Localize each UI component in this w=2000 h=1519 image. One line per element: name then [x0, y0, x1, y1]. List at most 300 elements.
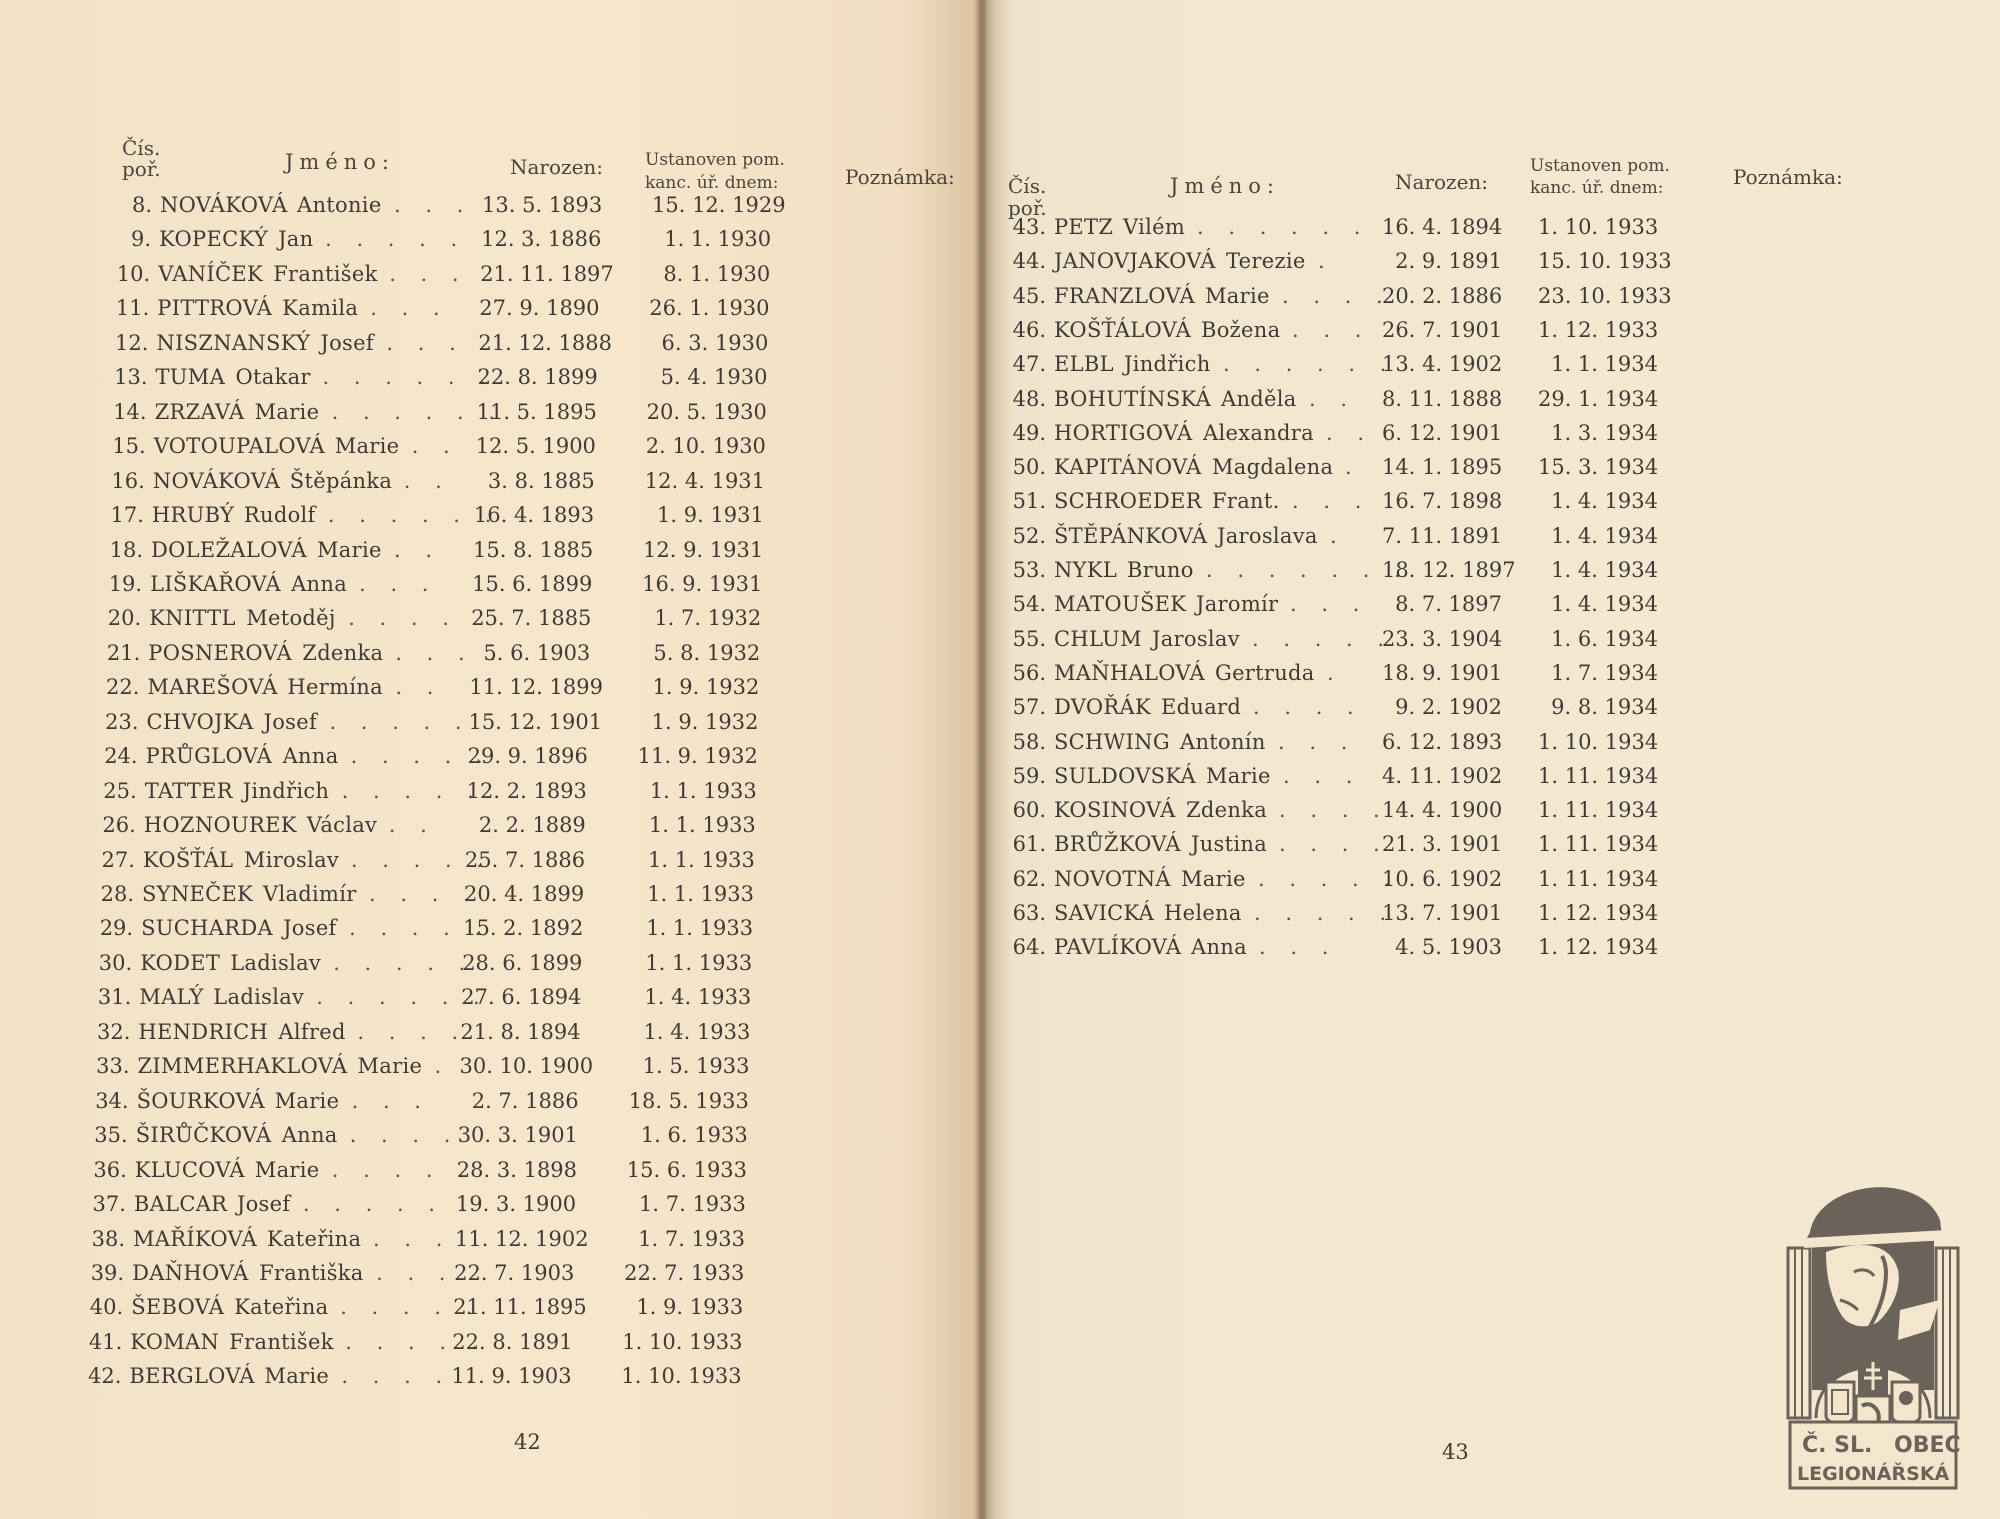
- row-birth-date: 13. 5. 1893: [482, 193, 603, 217]
- row-surname: HORTIGOVÁ: [1054, 420, 1193, 445]
- row-given-name: Anna: [281, 1123, 338, 1148]
- row-appointed-date: 18. 5. 1933: [628, 1088, 749, 1113]
- row-appointed-date: 1. 5. 1933: [642, 1054, 750, 1079]
- row-leader-dots: . . . . . .: [316, 985, 489, 1010]
- table-row: [0, 951, 960, 981]
- row-number: 23.: [105, 709, 139, 734]
- row-number: 49.: [1012, 420, 1046, 445]
- row-leader-dots: . . . . .: [345, 1329, 487, 1354]
- row-leader-dots: . . .: [376, 1260, 455, 1285]
- table-row: [982, 867, 1982, 897]
- row-number: 10.: [116, 261, 151, 286]
- row-surname: BRŮŽKOVÁ: [1054, 832, 1181, 857]
- row-appointed-date: 11. 9. 1932: [637, 744, 758, 769]
- row-appointed-date: 1. 10. 1933: [1538, 215, 1659, 239]
- row-given-name: Kateřina: [234, 1295, 329, 1320]
- row-number: 60.: [1012, 798, 1046, 823]
- row-birth-date: 16. 4. 1893: [473, 503, 595, 528]
- header-jmeno: Jméno:: [285, 150, 396, 174]
- table-row: [0, 779, 960, 809]
- row-appointed-date: 1. 1. 1933: [646, 916, 754, 941]
- row-given-name: Marie: [1181, 866, 1246, 891]
- row-surname: MAŇHALOVÁ: [1054, 660, 1205, 685]
- row-given-name: Hermína: [287, 675, 383, 700]
- row-birth-date: 9. 2. 1902: [1395, 695, 1502, 720]
- table-row: [0, 503, 960, 533]
- row-given-name: František: [229, 1329, 334, 1354]
- row-given-name: Ladislav: [230, 950, 322, 975]
- row-appointed-date: 5. 8. 1932: [653, 640, 761, 665]
- row-number: 32.: [96, 1019, 131, 1044]
- row-leader-dots: .: [1327, 660, 1343, 685]
- row-birth-date: 16. 4. 1894: [1382, 215, 1503, 239]
- row-given-name: Josef: [320, 330, 374, 355]
- row-appointed-date: 1. 1. 1934: [1551, 352, 1658, 377]
- row-appointed-date: 1. 9. 1932: [652, 675, 760, 700]
- row-number: 52.: [1012, 523, 1046, 548]
- row-birth-date: 5. 6. 1903: [483, 640, 591, 665]
- row-birth-date: 28. 3. 1898: [456, 1157, 578, 1182]
- row-surname: VANÍČEK: [158, 261, 263, 286]
- row-appointed-date: 1. 4. 1934: [1551, 558, 1658, 582]
- row-leader-dots: .: [1318, 249, 1334, 274]
- table-row: [0, 1295, 960, 1325]
- row-appointed-date: 1. 7. 1932: [654, 606, 762, 631]
- row-given-name: Štěpánka: [289, 468, 393, 493]
- row-leader-dots: . . . . .: [349, 916, 491, 941]
- table-row: [0, 434, 960, 464]
- row-number: 40.: [89, 1295, 124, 1320]
- table-row: [0, 1364, 960, 1394]
- table-row: [0, 538, 960, 568]
- row-birth-date: 12. 5. 1900: [475, 434, 596, 459]
- row-surname: PRŮGLOVÁ: [145, 744, 273, 769]
- row-number: 47.: [1012, 352, 1046, 377]
- table-row: [0, 227, 960, 257]
- row-number: 56.: [1012, 660, 1046, 685]
- row-number: 53.: [1012, 558, 1046, 582]
- row-surname: TATTER: [144, 778, 233, 803]
- row-leader-dots: . . . . . .: [331, 399, 505, 424]
- table-row: [0, 365, 960, 395]
- row-birth-date: 30. 3. 1901: [457, 1123, 578, 1148]
- row-birth-date: 27. 9. 1890: [479, 296, 600, 321]
- row-given-name: Eduard: [1161, 695, 1242, 720]
- row-birth-date: 29. 9. 1896: [467, 744, 588, 769]
- row-appointed-date: 1. 10. 1933: [622, 1329, 743, 1354]
- table-row: [982, 352, 1982, 382]
- row-given-name: Antonín: [1180, 729, 1266, 754]
- row-birth-date: 2. 2. 1889: [478, 813, 586, 838]
- row-surname: PETZ: [1054, 215, 1114, 239]
- row-leader-dots: . .: [1326, 420, 1374, 445]
- row-surname: LIŠKAŘOVÁ: [150, 571, 281, 596]
- row-number: 55.: [1012, 626, 1046, 651]
- header-cis: Čís.: [1008, 174, 1047, 198]
- row-birth-date: 11. 9. 1903: [451, 1364, 572, 1389]
- row-given-name: Otakar: [235, 365, 311, 390]
- row-leader-dots: . . . . . .: [327, 503, 501, 528]
- row-appointed-date: 1. 10. 1933: [621, 1364, 742, 1389]
- logo-text-obec: OBEC: [1894, 1433, 1961, 1458]
- row-appointed-date: 1. 4. 1933: [643, 1019, 751, 1044]
- row-leader-dots: . . . .: [395, 640, 506, 665]
- row-given-name: Marie: [254, 399, 320, 424]
- row-given-name: Anna: [1191, 935, 1247, 960]
- table-row: [0, 1330, 960, 1360]
- table-row: [982, 387, 1982, 417]
- row-appointed-date: 12. 9. 1931: [643, 537, 764, 562]
- row-surname: PAVLÍKOVÁ: [1054, 935, 1182, 960]
- row-surname: SUCHARDA: [141, 916, 273, 941]
- row-given-name: Jaromír: [1196, 592, 1279, 617]
- row-leader-dots: . . . . . .: [302, 1192, 476, 1217]
- row-number: 43.: [1012, 215, 1046, 239]
- header-ustanoven-line1: Ustanoven pom.: [645, 150, 785, 170]
- table-row: [0, 1227, 960, 1257]
- row-surname: DOLEŽALOVÁ: [151, 537, 307, 562]
- row-birth-date: 11. 12. 1899: [469, 675, 603, 700]
- row-surname: ŠIRŮČKOVÁ: [135, 1123, 272, 1148]
- row-birth-date: 25. 7. 1886: [464, 847, 586, 872]
- table-row: [0, 1054, 960, 1084]
- row-given-name: Marie: [334, 434, 400, 459]
- row-leader-dots: . . . .: [1279, 798, 1389, 823]
- row-surname: CHLUM: [1054, 626, 1142, 651]
- row-number: 35.: [94, 1123, 128, 1148]
- row-appointed-date: 16. 9. 1931: [642, 571, 763, 596]
- row-surname: SCHROEDER: [1054, 489, 1202, 514]
- row-given-name: Justina: [1191, 832, 1268, 857]
- row-leader-dots: .: [434, 1054, 451, 1079]
- table-row: [982, 661, 1982, 691]
- table-row: [0, 469, 960, 499]
- row-appointed-date: 1. 1. 1933: [648, 813, 756, 838]
- row-leader-dots: . . .: [1259, 935, 1338, 960]
- row-birth-date: 12. 2. 1893: [466, 778, 587, 803]
- row-number: 17.: [110, 503, 144, 528]
- table-row: [0, 1020, 960, 1050]
- row-number: 29.: [99, 916, 134, 941]
- row-number: 45.: [1012, 283, 1046, 308]
- book-gutter: [976, 0, 986, 1519]
- row-appointed-date: 29. 1. 1934: [1538, 386, 1659, 411]
- table-row: [982, 764, 1982, 794]
- table-row: [982, 215, 1982, 245]
- row-surname: MATOUŠEK: [1054, 592, 1187, 617]
- table-row: [0, 675, 960, 705]
- row-given-name: Marie: [264, 1364, 330, 1389]
- logo-text-legionarska: LEGIONÁŘSKÁ: [1797, 1463, 1950, 1485]
- row-given-name: Magdalena: [1212, 455, 1334, 480]
- row-appointed-date: 15. 6. 1933: [626, 1157, 748, 1182]
- row-number: 64.: [1012, 935, 1046, 960]
- row-given-name: Alfred: [278, 1019, 346, 1044]
- table-row: [982, 524, 1982, 554]
- header-por: poř.: [122, 157, 161, 181]
- table-row: [982, 798, 1982, 828]
- row-birth-date: 8. 11. 1888: [1382, 386, 1503, 411]
- row-birth-date: 26. 7. 1901: [1382, 317, 1503, 342]
- row-number: 27.: [101, 847, 135, 872]
- row-given-name: Josef: [283, 916, 337, 941]
- row-leader-dots: . . .: [1292, 317, 1371, 342]
- row-given-name: Václav: [306, 813, 378, 838]
- row-number: 25.: [103, 778, 137, 803]
- row-surname: DVOŘÁK: [1054, 695, 1151, 720]
- row-birth-date: 12. 3. 1886: [481, 227, 602, 252]
- page-number-right: 43: [1442, 1440, 1469, 1464]
- row-appointed-date: 1. 11. 1934: [1538, 798, 1659, 823]
- table-row: [982, 935, 1982, 965]
- row-given-name: Jaroslava: [1217, 523, 1318, 548]
- row-given-name: Zdenka: [1186, 798, 1268, 823]
- row-surname: BOHUTÍNSKÁ: [1054, 386, 1212, 411]
- row-number: 51.: [1012, 489, 1046, 514]
- table-row: [982, 592, 1982, 622]
- row-appointed-date: 23. 10. 1933: [1538, 283, 1672, 308]
- row-given-name: Marie: [1205, 283, 1270, 308]
- row-birth-date: 6. 12. 1893: [1382, 729, 1503, 754]
- row-birth-date: 13. 4. 1902: [1382, 352, 1503, 377]
- row-appointed-date: 15. 10. 1933: [1538, 249, 1672, 274]
- row-given-name: Božena: [1201, 317, 1281, 342]
- row-appointed-date: 5. 4. 1930: [660, 365, 768, 390]
- row-leader-dots: . . .: [389, 261, 468, 286]
- row-birth-date: 28. 6. 1899: [462, 950, 583, 975]
- legion-emblem-logo: [1770, 1160, 1974, 1495]
- row-surname: JANOVJAKOVÁ: [1054, 249, 1216, 274]
- row-number: 50.: [1012, 455, 1046, 480]
- row-leader-dots: . . .: [370, 296, 449, 321]
- row-leader-dots: . . .: [359, 571, 438, 596]
- table-row: [0, 882, 960, 912]
- row-given-name: Josef: [236, 1192, 291, 1217]
- row-birth-date: 2. 9. 1891: [1395, 249, 1502, 274]
- row-birth-date: 23. 3. 1904: [1382, 626, 1503, 651]
- row-leader-dots: . . .: [1283, 763, 1362, 788]
- row-number: 54.: [1012, 592, 1046, 617]
- row-number: 44.: [1012, 249, 1046, 274]
- table-row: [0, 606, 960, 636]
- row-number: 16.: [111, 468, 145, 493]
- row-surname: ŠTĚPÁNKOVÁ: [1054, 523, 1208, 548]
- row-surname: FRANZLOVÁ: [1054, 283, 1195, 308]
- row-leader-dots: . . . .: [1279, 832, 1389, 857]
- row-given-name: Kamila: [282, 296, 359, 321]
- table-row: [982, 455, 1982, 485]
- row-appointed-date: 8. 1. 1930: [663, 261, 771, 286]
- row-leader-dots: . .: [403, 468, 451, 493]
- row-leader-dots: . . .: [394, 193, 473, 217]
- row-leader-dots: . . .: [1290, 592, 1369, 617]
- table-row: [0, 1261, 960, 1291]
- table-row: [0, 916, 960, 946]
- row-appointed-date: 1. 9. 1932: [651, 709, 759, 734]
- row-appointed-date: 12. 4. 1931: [644, 468, 766, 493]
- row-birth-date: 30. 10. 1900: [459, 1054, 594, 1079]
- row-surname: KLUCOVÁ: [134, 1157, 245, 1182]
- row-surname: HOZNOUREK: [143, 813, 297, 838]
- row-birth-date: 19. 3. 1900: [455, 1192, 577, 1217]
- header-cis: Čís.: [122, 136, 161, 160]
- table-row: [0, 848, 960, 878]
- row-surname: SYNEČEK: [142, 882, 254, 906]
- row-surname: KODET: [140, 950, 221, 975]
- row-given-name: Antonie: [297, 193, 382, 217]
- row-leader-dots: . . .: [373, 1226, 452, 1251]
- row-surname: NISZNANSKÝ: [156, 330, 311, 355]
- row-given-name: Marie: [274, 1088, 340, 1113]
- row-leader-dots: .: [1330, 523, 1346, 548]
- table-row: [0, 1123, 960, 1153]
- row-leader-dots: . . . . . .: [1223, 352, 1396, 377]
- row-leader-dots: . . . . .: [1254, 901, 1396, 925]
- row-number: 11.: [115, 296, 150, 321]
- row-surname: CHVOJKA: [146, 709, 254, 734]
- row-given-name: Anna: [291, 571, 348, 596]
- row-birth-date: 10. 6. 1902: [1382, 866, 1503, 891]
- table-row: [982, 730, 1982, 760]
- row-leader-dots: . .: [411, 434, 459, 459]
- row-surname: DAŇHOVÁ: [132, 1260, 249, 1285]
- row-birth-date: 11. 5. 1895: [476, 399, 597, 424]
- row-leader-dots: . . . . .: [350, 847, 492, 872]
- row-appointed-date: 1. 7. 1934: [1551, 660, 1658, 685]
- row-leader-dots: . . . . .: [341, 778, 483, 803]
- row-surname: NOVÁKOVÁ: [160, 193, 288, 217]
- row-number: 39.: [90, 1260, 125, 1285]
- header-por: poř.: [1008, 196, 1047, 220]
- row-given-name: Vladimír: [263, 882, 357, 906]
- row-leader-dots: . .: [388, 813, 436, 838]
- row-birth-date: 13. 7. 1901: [1382, 901, 1503, 925]
- row-given-name: Jaroslav: [1152, 626, 1240, 651]
- row-birth-date: 3. 8. 1885: [487, 468, 595, 493]
- row-leader-dots: . . . .: [1282, 283, 1392, 308]
- row-number: 42.: [87, 1364, 122, 1389]
- row-leader-dots: . . .: [351, 1088, 430, 1113]
- row-surname: ZIMMERHAKLOVÁ: [137, 1054, 348, 1079]
- row-birth-date: 4. 11. 1902: [1382, 763, 1503, 788]
- row-given-name: Jindřich: [1124, 352, 1211, 377]
- table-row: [0, 710, 960, 740]
- row-leader-dots: . . . .: [357, 1019, 468, 1044]
- row-appointed-date: 1. 12. 1934: [1538, 935, 1659, 960]
- table-row: [982, 318, 1982, 348]
- row-number: 61.: [1012, 832, 1046, 857]
- row-given-name: Jindřich: [242, 778, 330, 803]
- row-leader-dots: . . .: [1278, 729, 1357, 754]
- row-surname: KOŠŤÁLOVÁ: [1054, 317, 1192, 342]
- table-row: [982, 627, 1982, 657]
- table-row: [0, 572, 960, 602]
- row-given-name: Metoděj: [246, 606, 336, 631]
- row-surname: ŠOURKOVÁ: [136, 1088, 265, 1113]
- row-leader-dots: . . . . .: [331, 1157, 473, 1182]
- table-row: [0, 193, 960, 223]
- row-appointed-date: 1. 4. 1934: [1551, 523, 1658, 548]
- row-appointed-date: 1. 1. 1933: [648, 847, 755, 872]
- table-row: [0, 985, 960, 1015]
- row-appointed-date: 6. 3. 1930: [661, 330, 769, 355]
- row-given-name: František: [273, 261, 378, 286]
- row-given-name: Marie: [357, 1054, 423, 1079]
- row-birth-date: 14. 1. 1895: [1382, 455, 1503, 480]
- row-number: 22.: [105, 675, 140, 700]
- row-number: 41.: [88, 1329, 123, 1354]
- row-surname: KOŠŤÁL: [142, 847, 234, 872]
- row-leader-dots: . .: [1309, 386, 1357, 411]
- table-row: [982, 284, 1982, 314]
- row-given-name: Františka: [259, 1260, 364, 1285]
- row-leader-dots: . . . . .: [1258, 866, 1400, 891]
- row-birth-date: 20. 4. 1899: [464, 882, 585, 906]
- row-given-name: Alexandra: [1203, 420, 1314, 445]
- row-number: 57.: [1012, 695, 1046, 720]
- row-leader-dots: . . . . .: [341, 1364, 483, 1389]
- row-birth-date: 15. 2. 1892: [463, 916, 584, 941]
- row-birth-date: 27. 6. 1894: [461, 985, 582, 1010]
- table-row: [982, 558, 1982, 588]
- row-appointed-date: 1. 12. 1934: [1538, 901, 1659, 925]
- row-appointed-date: 1. 4. 1933: [644, 985, 752, 1010]
- header-ustanoven-line2: kanc. úř. dnem:: [1530, 178, 1664, 198]
- row-appointed-date: 1. 4. 1934: [1551, 592, 1658, 617]
- row-given-name: Miroslav: [243, 847, 340, 872]
- row-given-name: Marie: [317, 537, 382, 562]
- row-surname: SCHWING: [1054, 729, 1170, 754]
- row-surname: POSNEROVÁ: [148, 640, 292, 665]
- row-appointed-date: 1. 6. 1933: [640, 1123, 748, 1148]
- row-birth-date: 22. 8. 1891: [452, 1329, 573, 1354]
- row-leader-dots: .: [1345, 455, 1361, 480]
- row-birth-date: 7. 11. 1891: [1382, 523, 1503, 548]
- row-birth-date: 25. 7. 1885: [471, 606, 592, 631]
- row-given-name: Vilém: [1123, 215, 1186, 239]
- row-given-name: Marie: [1206, 763, 1271, 788]
- row-surname: NOVOTNÁ: [1054, 866, 1171, 891]
- row-surname: PITTROVÁ: [157, 296, 273, 321]
- row-leader-dots: . . . .: [369, 882, 479, 906]
- row-appointed-date: 1. 1. 1933: [649, 778, 757, 803]
- row-number: 18.: [109, 537, 143, 562]
- row-given-name: Kateřina: [267, 1226, 362, 1251]
- row-number: 26.: [102, 813, 136, 838]
- row-number: 24.: [104, 744, 138, 769]
- row-leader-dots: . . . . .: [340, 1295, 482, 1320]
- row-leader-dots: . . . . .: [329, 709, 471, 734]
- row-number: 36.: [93, 1157, 127, 1182]
- row-surname: ZRZAVÁ: [154, 399, 245, 424]
- row-number: 20.: [107, 606, 142, 631]
- row-birth-date: 18. 9. 1901: [1382, 660, 1503, 685]
- table-row: [0, 400, 960, 430]
- table-row: [0, 331, 960, 361]
- row-surname: VOTOUPALOVÁ: [153, 434, 325, 459]
- row-number: 28.: [100, 882, 134, 906]
- header-narozen: Narozen:: [510, 155, 604, 179]
- header-ustanoven-line2: kanc. úř. dnem:: [645, 173, 779, 193]
- row-given-name: Gertruda: [1215, 660, 1315, 685]
- row-birth-date: 21. 3. 1901: [1382, 832, 1503, 857]
- row-given-name: Bruno: [1127, 558, 1194, 582]
- row-surname: BERGLOVÁ: [129, 1364, 255, 1389]
- row-appointed-date: 9. 8. 1934: [1551, 695, 1658, 720]
- row-number: 9.: [131, 227, 152, 252]
- row-number: 13.: [114, 365, 148, 390]
- row-leader-dots: . . . . .: [333, 950, 475, 975]
